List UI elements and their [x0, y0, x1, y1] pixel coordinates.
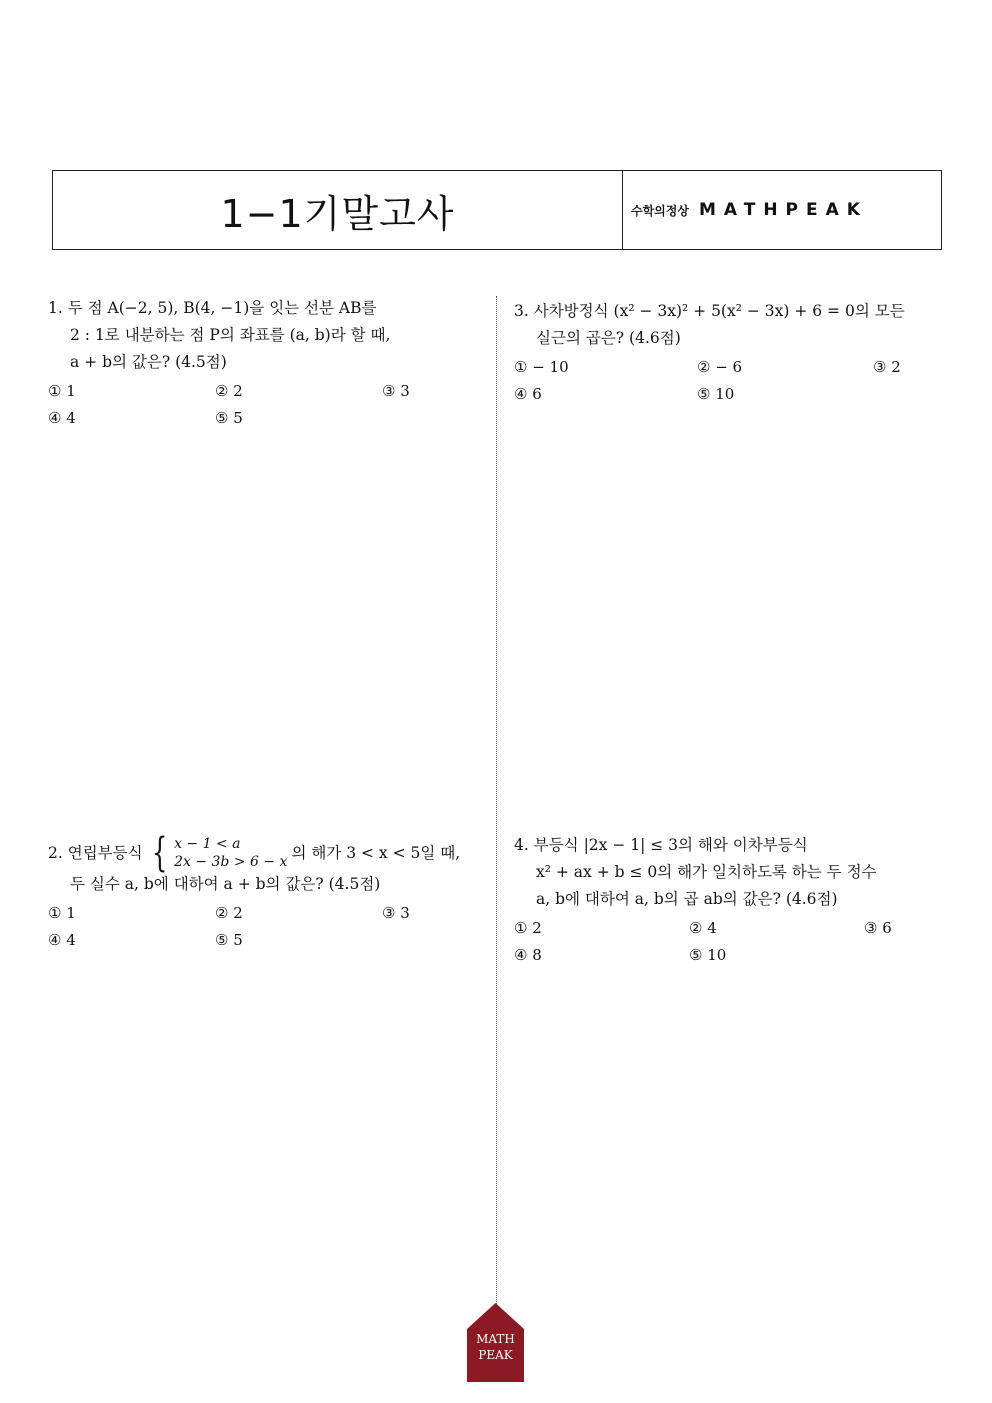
question-4-line-1 — [514, 832, 924, 859]
question-2-line-2: 두 실수 a, b에 대하여 a + b의 값은? (4.5점) — [70, 875, 381, 893]
choice-3[interactable]: ③ 2 — [873, 358, 901, 376]
choice-1[interactable]: ① 2 — [514, 919, 542, 937]
question-3-line-2: 실근의 곱은? (4.6점) — [536, 329, 681, 347]
choice-4[interactable]: ④ 4 — [48, 409, 76, 427]
system-row-2: 2x − 3b > 6 − x — [174, 854, 288, 870]
choice-2[interactable]: ② 4 — [689, 919, 717, 937]
question-1 — [48, 295, 478, 432]
exam-title: 1−1기말고사 — [220, 191, 455, 236]
choice-5[interactable]: ⑤ 5 — [215, 931, 243, 949]
question-number: 2. — [48, 843, 63, 862]
choice-1[interactable]: ① − 10 — [514, 358, 569, 376]
answer-choices — [48, 900, 488, 954]
choice-3[interactable]: ③ 6 — [864, 919, 892, 937]
question-number: 4. — [514, 836, 529, 854]
question-1-line-2: 2 : 1로 내분하는 점 P의 좌표를 (a, b)라 할 때, — [70, 326, 391, 344]
system-row-1: x − 1 < a — [174, 836, 241, 852]
choice-2[interactable]: ② 2 — [215, 382, 243, 400]
question-number: 3. — [514, 302, 529, 320]
answer-choices — [514, 354, 924, 408]
logo-text — [467, 1331, 524, 1363]
brand-english: MATHPEAK — [698, 200, 868, 220]
question-3-line-1 — [514, 298, 924, 325]
choice-2[interactable]: ② − 6 — [697, 358, 743, 376]
answer-choices — [48, 378, 478, 432]
choice-1[interactable]: ① 1 — [48, 904, 76, 922]
choice-4[interactable]: ④ 8 — [514, 946, 542, 964]
inequality-system — [147, 830, 288, 876]
question-tail: 의 해가 3 < x < 5일 때, — [291, 843, 461, 862]
choice-4[interactable]: ④ 4 — [48, 931, 76, 949]
column-divider — [496, 296, 497, 1306]
choice-5[interactable]: ⑤ 10 — [689, 946, 727, 964]
question-lead: 연립부등식 — [67, 843, 143, 862]
question-3 — [514, 298, 924, 408]
question-text: 부등식 |2x − 1| ≤ 3의 해와 이차부등식 — [533, 836, 808, 854]
question-4 — [514, 832, 924, 969]
answer-choices — [514, 915, 924, 969]
choice-3[interactable]: ③ 3 — [382, 904, 410, 922]
question-2 — [48, 830, 488, 954]
brace-icon: { — [151, 830, 167, 876]
question-4-line-2: x² + ax + b ≤ 0의 해가 일치하도록 하는 두 정수 — [536, 863, 877, 881]
choice-1[interactable]: ① 1 — [48, 382, 76, 400]
question-text: 두 점 A(−2, 5), B(4, −1)을 잇는 선분 AB를 — [67, 299, 377, 317]
question-1-line-1 — [48, 295, 478, 322]
brand-korean: 수학의정상 — [631, 203, 689, 218]
question-2-line-1 — [48, 830, 488, 876]
brand — [631, 171, 868, 249]
logo-line-1: MATH — [476, 1332, 515, 1346]
choice-4[interactable]: ④ 6 — [514, 385, 542, 403]
choice-5[interactable]: ⑤ 10 — [697, 385, 735, 403]
choice-2[interactable]: ② 2 — [215, 904, 243, 922]
choice-5[interactable]: ⑤ 5 — [215, 409, 243, 427]
question-text: 사차방정식 (x² − 3x)² + 5(x² − 3x) + 6 = 0의 모든 — [533, 302, 905, 320]
question-1-line-3: a + b의 값은? (4.5점) — [70, 353, 227, 371]
header-divider — [622, 171, 623, 249]
logo-line-2: PEAK — [478, 1348, 513, 1362]
question-4-line-3: a, b에 대하여 a, b의 곱 ab의 값은? (4.6점) — [536, 890, 838, 908]
question-number: 1. — [48, 299, 63, 317]
choice-3[interactable]: ③ 3 — [382, 382, 410, 400]
exam-header — [52, 170, 942, 250]
